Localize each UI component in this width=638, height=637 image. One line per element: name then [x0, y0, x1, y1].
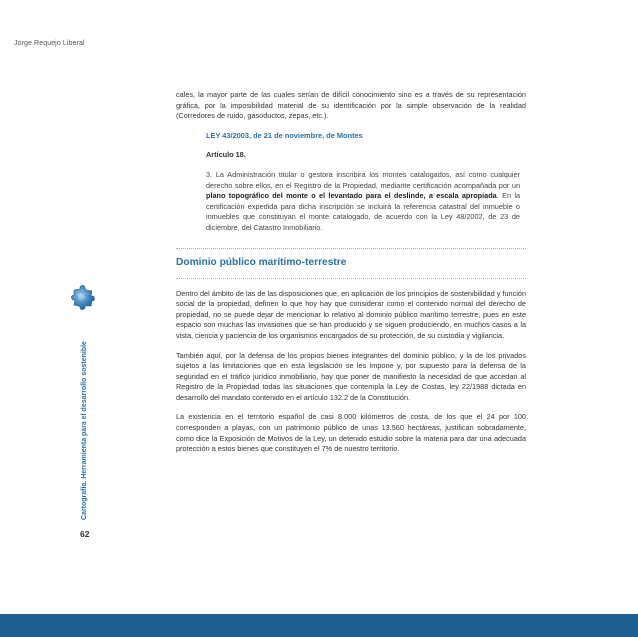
- intro-paragraph: cales, la mayor parte de las cuales serían de difícil conocimiento sino es a través de su representación gráfica, por la imposibilidad material de su identificación por la simple observación de la realidad (Corredores de ruido, gasoductos, zepas, etc.).: [176, 90, 526, 121]
- article-text-bold: plano topográfico del monte o el levantado para el deslinde, a escala apropiada: [206, 191, 497, 201]
- section-title: Dominio público marítimo-terrestre: [176, 256, 347, 268]
- law-quote: [176, 131, 526, 234]
- footer-bar: [0, 614, 638, 637]
- body-paragraph-2: También aquí, por la defensa de los propios bienes integrantes del dominio público, y la de los privados sujetos a las limitaciones que en esta legislación se les impone y, por supuesto para la defensa de la seguridad en el tráfico jurídico inmobiliario, hay que poner de manifiesto la necesidad de que accedan al Registro de la Propiedad todas las situaciones que contempla la Ley de Costas, ley 22/1988 dictada en desarrollo del mandato contenido en el artículo 132.2 de la Constitución.: [176, 350, 526, 402]
- law-title: LEY 43/2003, de 21 de noviembre, de Montes: [206, 130, 363, 140]
- page-number: 62: [80, 529, 90, 539]
- sidebar-running-title: Cartografía. Herramienta para el desarrollo sostenible: [81, 341, 88, 520]
- main-text-column: [176, 90, 526, 464]
- body-paragraph-1: Dentro del ámbito de las de las disposiciones que, en aplicación de los principios de sostenibilidad y función social de la propiedad, definen lo que hoy hay que considerar como el contenido normal del derecho de propiedad, no se puede dejar de mencionar lo relativo al dominio público marítimo terrestre, pues en este espacio son muchas las invasiones que se han producido y se siguen produciendo, en muchos casos a la vista, ciencia y paciencia de los organismos encargados de su protección, de su custodia y vigilancia.: [176, 288, 526, 340]
- article-title: Artículo 18.: [206, 150, 246, 160]
- article-text-part2: . En la certificación expedida para dicha inscripción se incluirá la referencia catastral del inmueble o inmuebles que constituyan el monte catalogado, de acuerdo con la Ley 48/2002, de 23 de diciembre, del Catastro Inmobiliario.: [206, 191, 521, 232]
- article-text-part1: 3. La Administración titular o gestora inscribirá los montes catalogados, así como cualquier derecho sobre ellos, en el Registro de la Propiedad, mediante certificación acompañada por un: [206, 169, 520, 190]
- section-divider-top: [176, 248, 526, 249]
- puzzle-piece-icon: [66, 280, 100, 314]
- section-divider-bottom: [176, 278, 526, 279]
- article-text: [206, 170, 520, 234]
- running-header-author: Jorge Requejo Liberal: [14, 40, 85, 47]
- body-paragraph-3: La existencia en el territorio español de casi 8.000 kilómetros de costa, de los que el 24 por 100 corresponden a playas, con un patrimonio público de unas 13.560 hectáreas, justifican sobradamente, como dice la Exposición de Motivos de la Ley, un detenido estudio sobre la materia para dar una adecuada protección a estos bienes que constituyen el 7% de nuestro territorio.: [176, 412, 526, 454]
